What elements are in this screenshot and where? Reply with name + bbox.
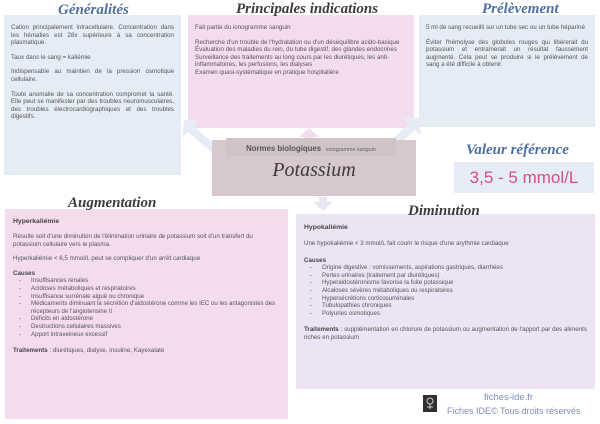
potassium-title: Potassium [272, 159, 356, 181]
augmentation-traitements-label: Traitements [13, 347, 48, 355]
list-item: - Alcaloses sévères métaboliques ou respiratoires [304, 287, 587, 295]
valeur-box [454, 162, 594, 193]
normes-sublabel: ionogramme sanguin [325, 147, 376, 153]
list-item: - Hyperaldostéronisme favorise la fuite potassique [304, 279, 587, 287]
list-item: - Médicaments diminuant la sécrétion d'aldostérone comme les IEC ou les antagonistes des récepteurs de l'angiotensine II [13, 300, 280, 315]
prelevement-text-2: Éviter l'hémolyse des globules rouges qui libérerait du potassium et entraînerait un résultat faussement augmenté. Cela peut se produire si le prélèvement de sang a été difficile à obtenir. [426, 38, 588, 69]
diminution-heading: Hypokaliémie [304, 224, 348, 231]
list-item: - Apport intraveineux excessif [13, 331, 280, 339]
augmentation-causes-label: Causes [13, 269, 36, 277]
augmentation-heading: Hyperkaliémie [13, 218, 60, 225]
indications-line-2: Évaluation des maladies du rein, du tube digestif, des glandes endocrines [195, 46, 397, 54]
augmentation-title: Augmentation [68, 195, 157, 211]
augmentation-panel [5, 209, 288, 419]
indications-title: Principales indications [236, 1, 379, 17]
indications-line-3: Surveillance des traitements au long cours par les diurétiques, les anti-inflammatoires, les perfusions, les dialyses [195, 53, 389, 69]
normes-label: Normes biologiques [246, 144, 322, 153]
diminution-causes-label: Causes [304, 256, 327, 264]
generalites-text-3: Indispensable au maintien de la pression osmotique cellulaire. [11, 68, 174, 83]
list-item: - Déficits en aldostérone [13, 315, 280, 323]
list-item: - Hypersécrétions corticosurrénales [304, 295, 587, 303]
prelevement-text-1: 5 ml de sang recueilli sur un tube sec ou un tube hépariné [426, 24, 585, 31]
generalites-text-4: Toute anomalie de sa concentration compromet la santé. Elle peut se manifester par des troubles neuromusculaires, des troubles électrocardiographiques et des troubles digestifs. [11, 90, 174, 121]
diminution-title: Diminution [408, 203, 480, 219]
list-item: - Polyuries osmotiques [304, 310, 587, 318]
normes-tab [226, 138, 396, 156]
prelevement-title: Prélèvement [482, 1, 559, 17]
diminution-traitements [304, 326, 587, 341]
prelevement-panel [419, 15, 595, 127]
generalites-text-2: Taux dans le sang = kaliémie [11, 53, 91, 61]
valeur-title: Valeur référence [466, 142, 569, 158]
augmentation-traitements [13, 347, 280, 355]
diminution-risk: Une hypokaliémie < 3 mmol/L fait courir le risque d'une arythmie cardiaque [304, 240, 509, 247]
augmentation-traitements-text: : diurétiques, dialyse, insuline, Kayexalate [47, 347, 165, 355]
indications-line-1: Recherche d'un trouble de l'hydratation ou d'un déséquilibre acido-basique [195, 38, 400, 46]
augmentation-causes-list [13, 277, 280, 338]
arrow-down-icon [313, 197, 333, 211]
diminution-panel [296, 214, 595, 389]
augmentation-desc: Résulte soit d'une diminution de l'élimination urinaire de potassium soit d'un transfert du potassium cellulaire vers le plasma. [13, 233, 253, 248]
generalites-text-1: Cation principalement intracellulaire. Concentration dans les hématies est 28x supérieure à sa concentration plasmatique. [11, 24, 174, 47]
list-item: - Tubulopathies chroniques [304, 302, 587, 310]
list-item: - Acidoses métaboliques et respiratoires [13, 285, 280, 293]
list-item: - Destructions cellulaires massives [13, 323, 280, 331]
footer-rights: Fiches IDE© Tous droits réservés [447, 406, 581, 416]
generalites-panel [4, 15, 181, 175]
list-item: - Insuffisance surrénale aiguë ou chronique [13, 293, 280, 301]
indications-intro: Fait partie du ionogramme sanguin [195, 24, 291, 31]
list-item: - Pertes urinaires (traitement par diurétiques) [304, 272, 587, 280]
generalites-title: Généralités [58, 2, 129, 18]
diminution-traitements-text: : supplémentation en chlorure de potassium ou augmentation de l'apport par des aliments riches en potassium [304, 326, 587, 341]
valeur-value: 3,5 - 5 mmol/L [469, 168, 579, 187]
diminution-causes-list [304, 264, 587, 317]
logo-icon [423, 395, 437, 412]
indications-panel [188, 15, 414, 128]
footer-site[interactable]: fiches-ide.fr [484, 392, 534, 403]
augmentation-risk: Hyperkaliémie < 6,5 mmol/L peut se compliquer d'un arrêt cardiaque [13, 255, 201, 263]
indications-line-4: Examen quasi-systématique en pratique hospitalière [195, 68, 339, 76]
list-item: - Insuffisances rénales [13, 277, 280, 285]
diminution-traitements-label: Traitements [304, 326, 339, 334]
list-item: - Origine digestive : vomissements, aspirations gastriques, diarrhées [304, 264, 587, 272]
